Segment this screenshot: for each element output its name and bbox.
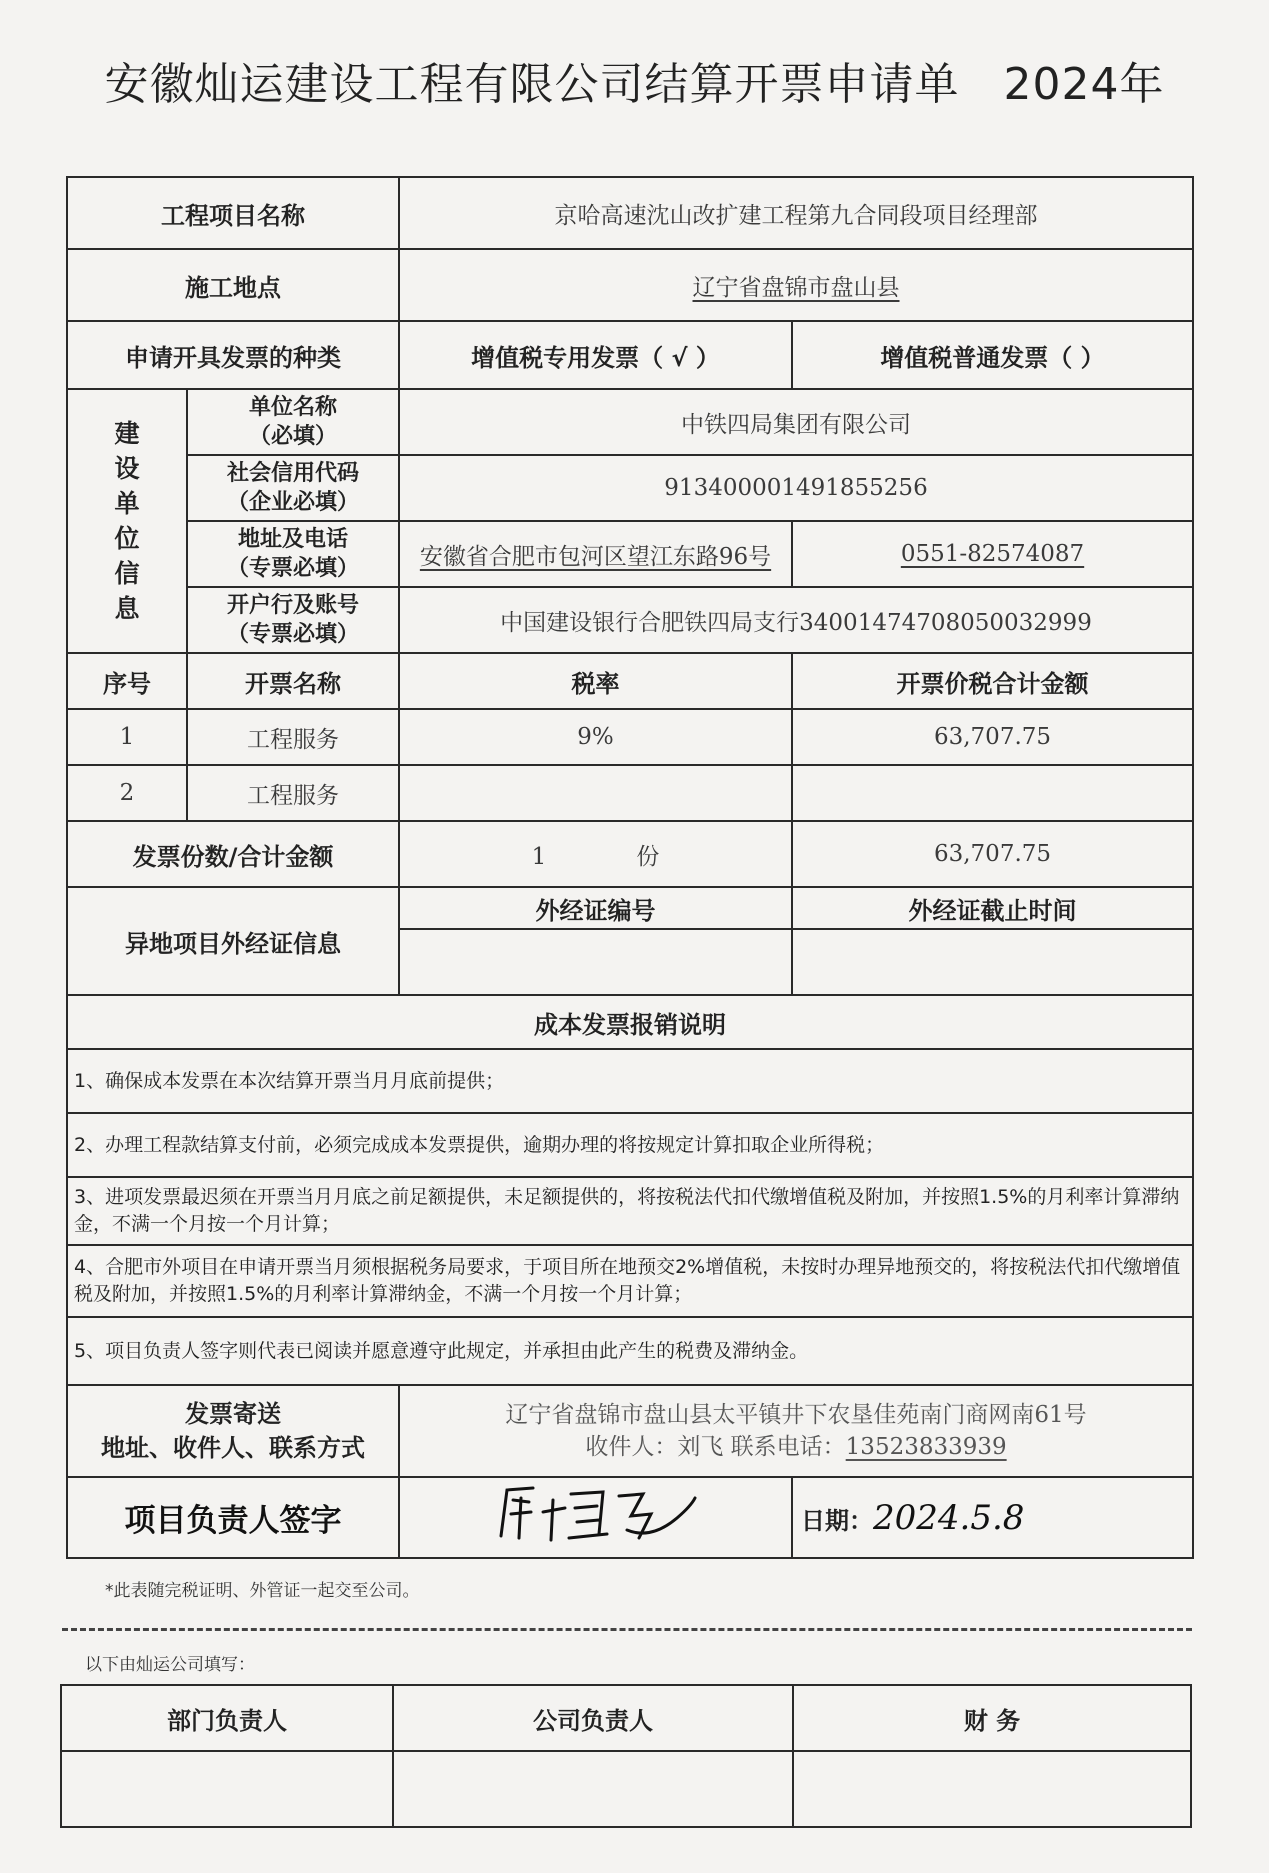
site-label: 施工地点 (67, 249, 399, 321)
cut-line (62, 1628, 1192, 1631)
row-name: 工程服务 (187, 765, 399, 821)
project-label: 工程项目名称 (67, 177, 399, 249)
site-value (399, 249, 1193, 321)
builder-name: 中铁四局集团有限公司 (399, 389, 1193, 455)
invoice-count-value: 1 (531, 843, 547, 870)
address-phone-label: 地址及电话 （专票必填） (187, 521, 399, 587)
signature-label: 项目负责人签字 (67, 1477, 399, 1558)
signature-date-label: 日期： (801, 1506, 873, 1535)
cost-note-item: 2、办理工程款结算支付前，必须完成成本发票提供，逾期办理的将按规定计算扣取企业所得税； (67, 1113, 1193, 1177)
bank-account: 中国建设银行合肥铁四局支行34001474708050032999 (399, 587, 1193, 653)
col-header-name: 开票名称 (187, 653, 399, 709)
cost-note-item: 1、确保成本发票在本次结算开票当月月底前提供； (67, 1049, 1193, 1113)
company-head-sign (393, 1751, 793, 1827)
builder-phone (792, 521, 1193, 587)
credit-code-label: 社会信用代码 （企业必填） (187, 455, 399, 521)
mailing-address: 辽宁省盘锦市盘山县太平镇井下农垦佳苑南门商网南61号 (505, 1402, 1087, 1428)
external-cert-no-label: 外经证编号 (399, 887, 792, 929)
external-cert-deadline (792, 929, 1193, 995)
form-title-text: 安徽灿运建设工程有限公司结算开票申请单 (104, 59, 960, 110)
builder-address-text: 安徽省合肥市包河区望江东路96号 (419, 543, 772, 570)
bank-label: 开户行及账号 （专票必填） (187, 587, 399, 653)
builder-address (399, 521, 792, 587)
invoice-type-special: 增值税专用发票（ √ ） (399, 321, 792, 389)
project-value: 京哈高速沈山改扩建工程第九合同段项目经理部 (399, 177, 1193, 249)
company-fill-table (60, 1684, 1192, 1828)
external-cert-label: 异地项目外经证信息 (67, 887, 399, 995)
footnote: *此表随完税证明、外管证一起交至公司。 (105, 1581, 420, 1601)
builder-phone-text: 0551-82574087 (900, 541, 1085, 567)
form-title (0, 48, 1269, 112)
row-no: 1 (67, 709, 187, 765)
total-label: 发票份数/合计金额 (67, 821, 399, 887)
credit-code: 913400001491855256 (399, 455, 1193, 521)
mailing-receiver-text: 收件人：刘飞 联系电话： (585, 1434, 846, 1460)
row-amount (792, 765, 1193, 821)
finance-label: 财 务 (793, 1685, 1191, 1751)
col-header-rate: 税率 (399, 653, 792, 709)
table-row (67, 765, 1193, 821)
signature (399, 1477, 792, 1558)
invoice-count-unit: 份 (636, 843, 660, 870)
table-row (67, 709, 1193, 765)
cost-note-item: 3、进项发票最迟须在开票当月月底之前足额提供，未足额提供的，将按税法代扣代缴增值税及附加，并按照1.5%的月利率计算滞纳金，不满一个月按一个月计算； (67, 1177, 1193, 1245)
mailing-label: 发票寄送 地址、收件人、联系方式 (67, 1385, 399, 1477)
row-amount: 63,707.75 (792, 709, 1193, 765)
cost-note-item: 5、项目负责人签字则代表已阅读并愿意遵守此规定，并承担由此产生的税费及滞纳金。 (67, 1317, 1193, 1385)
dept-head-sign (61, 1751, 393, 1827)
cost-notes-title: 成本发票报销说明 (67, 995, 1193, 1049)
external-cert-deadline-label: 外经证截止时间 (792, 887, 1193, 929)
dept-head-label: 部门负责人 (61, 1685, 393, 1751)
col-header-amount: 开票价税合计金额 (792, 653, 1193, 709)
cost-note-item: 4、合肥市外项目在申请开票当月须根据税务局要求，于项目所在地预交2%增值税，未按时办理异地预交的，将按税法代扣代缴增值税及附加，并按照1.5%的月利率计算滞纳金，不满一个月按一个月计算； (67, 1245, 1193, 1317)
finance-sign (793, 1751, 1191, 1827)
company-fill-note: 以下由灿运公司填写： (85, 1655, 255, 1675)
signature-scribble (481, 1478, 711, 1548)
invoice-count (399, 821, 792, 887)
mailing-receiver-phone: 13523833939 (845, 1434, 1007, 1460)
application-form (66, 176, 1194, 1559)
mailing-info (399, 1385, 1193, 1477)
mailing-receiver (400, 1431, 1192, 1463)
signature-date: 2024.5.8 (873, 1497, 1025, 1538)
builder-group-label: 建 设 单 位 信 息 (67, 389, 187, 653)
total-amount: 63,707.75 (792, 821, 1193, 887)
row-rate: 9% (399, 709, 792, 765)
external-cert-no (399, 929, 792, 995)
company-head-label: 公司负责人 (393, 1685, 793, 1751)
row-name: 工程服务 (187, 709, 399, 765)
form-year: 2024年 (1003, 59, 1165, 110)
signature-date-cell (792, 1477, 1193, 1558)
invoice-type-normal: 增值税普通发票（ ） (792, 321, 1193, 389)
site-value-text: 辽宁省盘锦市盘山县 (692, 274, 900, 301)
row-rate (399, 765, 792, 821)
invoice-type-label: 申请开具发票的种类 (67, 321, 399, 389)
builder-name-label: 单位名称 （必填） (187, 389, 399, 455)
col-header-no: 序号 (67, 653, 187, 709)
row-no: 2 (67, 765, 187, 821)
